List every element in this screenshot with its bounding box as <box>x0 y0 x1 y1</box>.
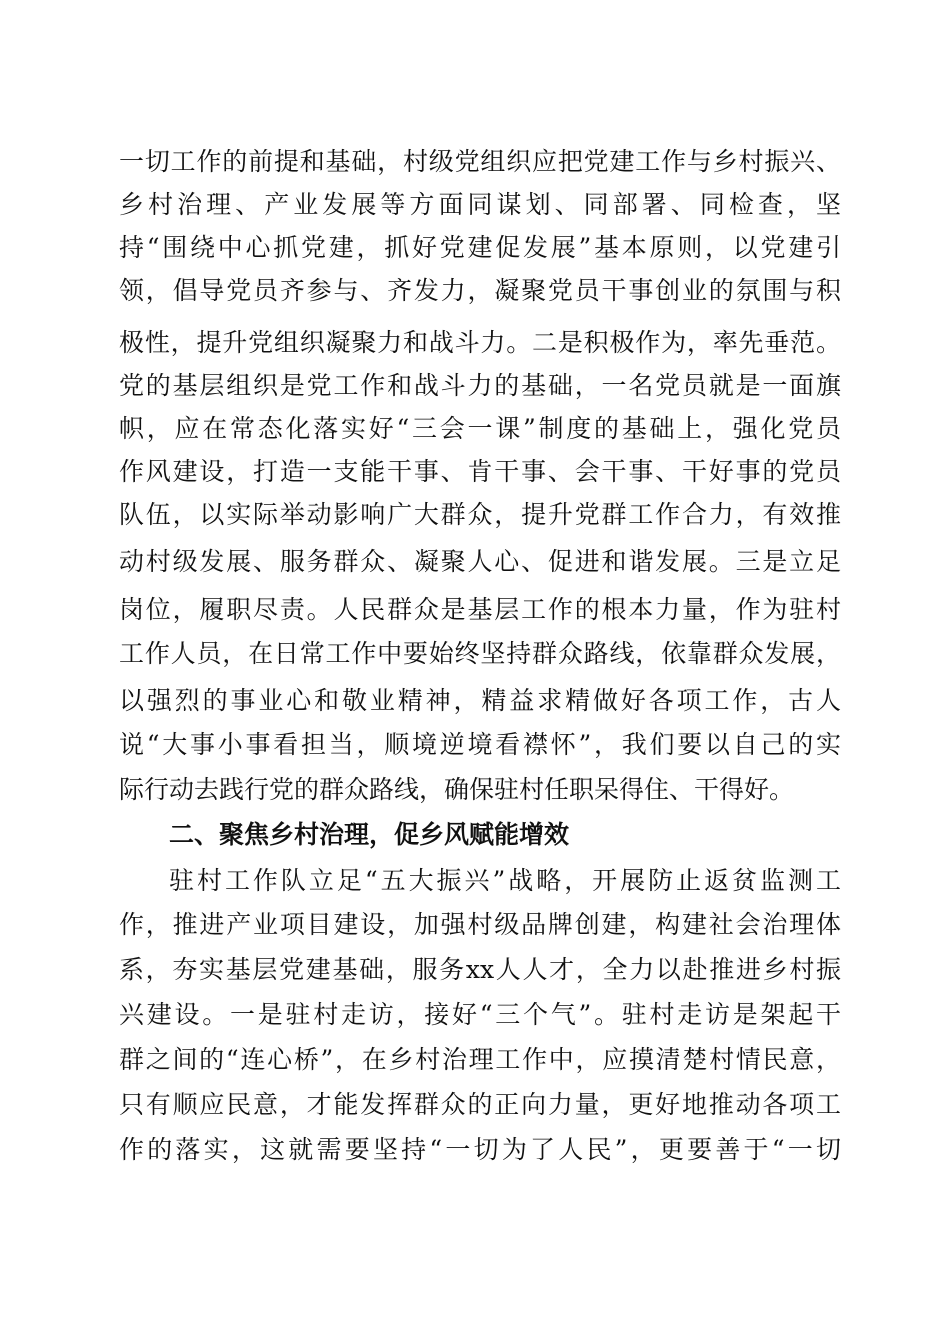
paragraph-line: 作风建设，打造一支能干事、肯干事、会干事、干好事的党员 <box>119 457 841 486</box>
paragraph-line: 作的落实，这就需要坚持“一切为了人民”，更要善于“一切 <box>119 1135 841 1164</box>
paragraph-line: 以强烈的事业心和敬业精神，精益求精做好各项工作，古人 <box>119 686 841 715</box>
section-heading: 二、聚焦乡村治理，促乡风赋能增效 <box>169 820 570 849</box>
paragraph-line: 持“围绕中心抓党建，抓好党建促发展”基本原则，以党建引 <box>119 233 841 262</box>
paragraph-line: 乡村治理、产业发展等方面同谋划、同部署、同检查，坚 <box>119 190 841 219</box>
paragraph-line: 队伍，以实际举动影响广大群众，提升党群工作合力，有效推 <box>119 500 841 529</box>
paragraph-line: 兴建设。一是驻村走访，接好“三个气”。驻村走访是架起干 <box>119 1000 841 1029</box>
paragraph-line: 系，夯实基层党建基础，服务xx人人才，全力以赴推进乡村振 <box>119 955 841 984</box>
paragraph-line: 动村级发展、服务群众、凝聚人心、促进和谐发展。三是立足 <box>119 547 841 576</box>
paragraph-line: 作，推进产业项目建设，加强村级品牌创建，构建社会治理体 <box>119 910 841 939</box>
paragraph-line: 只有顺应民意，才能发挥群众的正向力量，更好地推动各项工 <box>119 1090 841 1119</box>
paragraph-line: 说“大事小事看担当，顺境逆境看襟怀”，我们要以自己的实 <box>119 730 841 759</box>
paragraph-line: 驻村工作队立足“五大振兴”战略，开展防止返贫监测工 <box>169 866 841 895</box>
paragraph-line: 帜，应在常态化落实好“三会一课”制度的基础上，强化党员 <box>119 414 841 443</box>
paragraph-line: 极性，提升党组织凝聚力和战斗力。二是积极作为，率先垂范。 <box>119 328 841 357</box>
paragraph-line: 岗位，履职尽责。人民群众是基层工作的根本力量，作为驻村 <box>119 595 841 624</box>
paragraph-line: 一切工作的前提和基础，村级党组织应把党建工作与乡村振兴、 <box>119 147 841 176</box>
paragraph-line: 工作人员，在日常工作中要始终坚持群众路线，依靠群众发展， <box>119 639 841 668</box>
paragraph-line: 领，倡导党员齐参与、齐发力，凝聚党员干事创业的氛围与积 <box>119 276 841 305</box>
paragraph-line: 党的基层组织是党工作和战斗力的基础，一名党员就是一面旗 <box>119 371 841 400</box>
paragraph-line: 群之间的“连心桥”，在乡村治理工作中，应摸清楚村情民意， <box>119 1045 841 1074</box>
paragraph-line: 际行动去践行党的群众路线，确保驻村任职呆得住、干得好。 <box>119 775 795 804</box>
